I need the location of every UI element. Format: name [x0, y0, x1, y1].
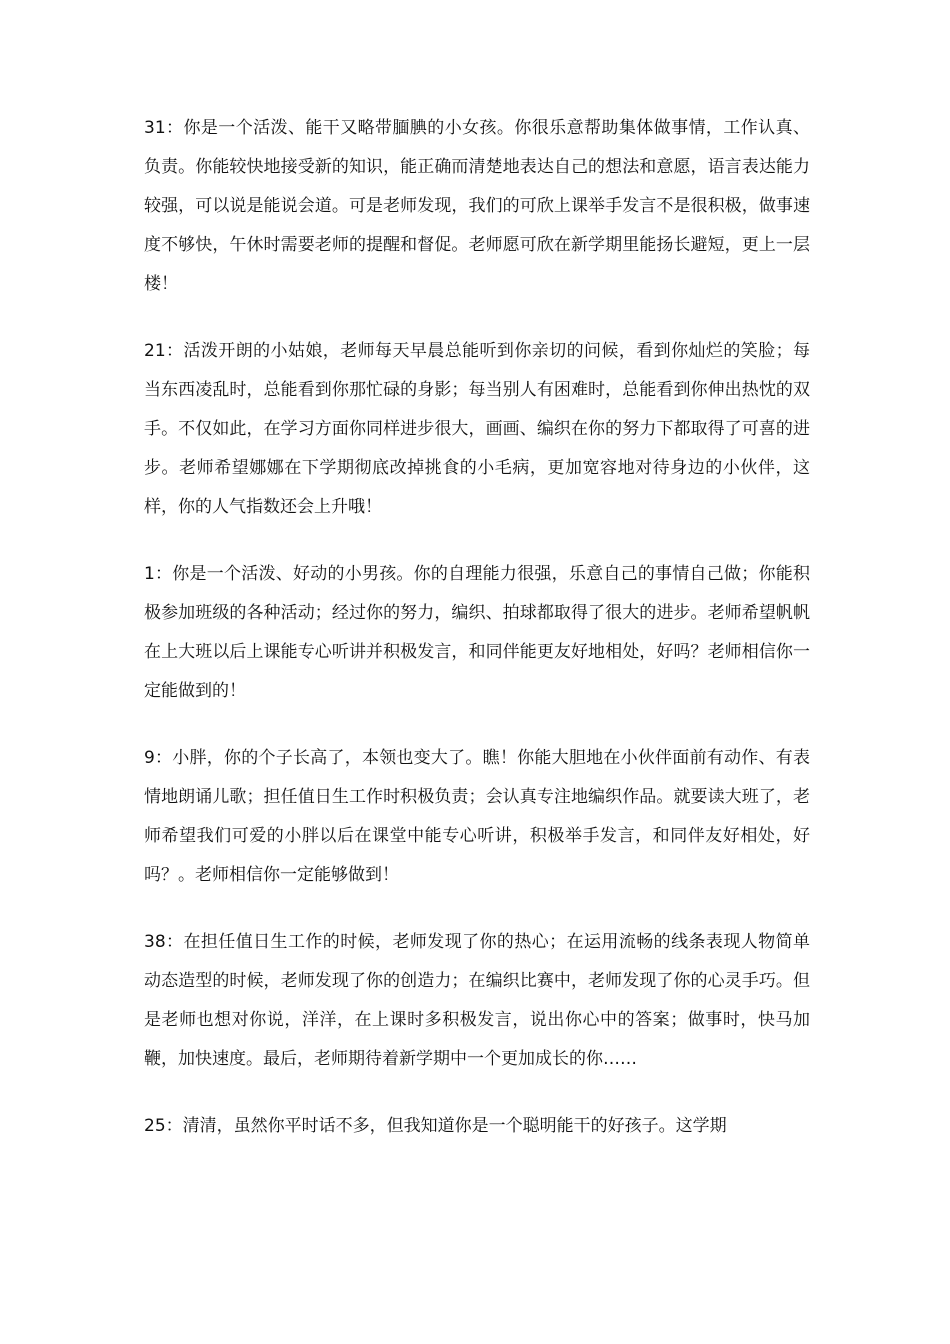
comment-paragraph-21: 21：活泼开朗的小姑娘，老师每天早晨总能听到你亲切的问候，看到你灿烂的笑脸；每当东西凌乱时，总能看到你那忙碌的身影；每当别人有困难时，总能看到你伸出热忱的双手。不仅如此，在学习方面你同样进步很大，画画、编织在你的努力下都取得了可喜的进步。老师希望娜娜在下学期彻底改掉挑食的小毛病，更加宽容地对待身边的小伙伴，这样，你的人气指数还会上升哦！	[144, 341, 810, 517]
comment-paragraph-38: 38：在担任值日生工作的时候，老师发现了你的热心；在运用流畅的线条表现人物简单动态造型的时候，老师发现了你的创造力；在编织比赛中，老师发现了你的心灵手巧。但是老师也想对你说，洋洋，在上课时多积极发言，说出你心中的答案；做事时，快马加鞭，加快速度。最后，老师期待着新学期中一个更加成长的你……	[144, 932, 810, 1069]
comment-paragraph-31: 31：你是一个活泼、能干又略带腼腆的小女孩。你很乐意帮助集体做事情，工作认真、负责。你能较快地接受新的知识，能正确而清楚地表达自己的想法和意愿，语言表达能力较强，可以说是能说会道。可是老师发现，我们的可欣上课举手发言不是很积极，做事速度不够快，午休时需要老师的提醒和督促。老师愿可欣在新学期里能扬长避短，更上一层楼！	[144, 118, 810, 294]
comment-paragraph-9: 9：小胖，你的个子长高了，本领也变大了。瞧！你能大胆地在小伙伴面前有动作、有表情地朗诵儿歌；担任值日生工作时积极负责；会认真专注地编织作品。就要读大班了，老师希望我们可爱的小胖以后在课堂中能专心听讲，积极举手发言，和同伴友好相处，好吗？。老师相信你一定能够做到！	[144, 748, 810, 885]
document-body	[144, 109, 810, 1174]
comment-paragraph-25: 25：清清，虽然你平时话不多，但我知道你是一个聪明能干的好孩子。这学期	[144, 1116, 727, 1136]
comment-paragraph-1: 1：你是一个活泼、好动的小男孩。你的自理能力很强，乐意自己的事情自己做；你能积极参加班级的各种活动；经过你的努力，编织、拍球都取得了很大的进步。老师希望帆帆在上大班以后上课能专心听讲并积极发言，和同伴能更友好地相处，好吗？老师相信你一定能做到的！	[144, 564, 810, 701]
